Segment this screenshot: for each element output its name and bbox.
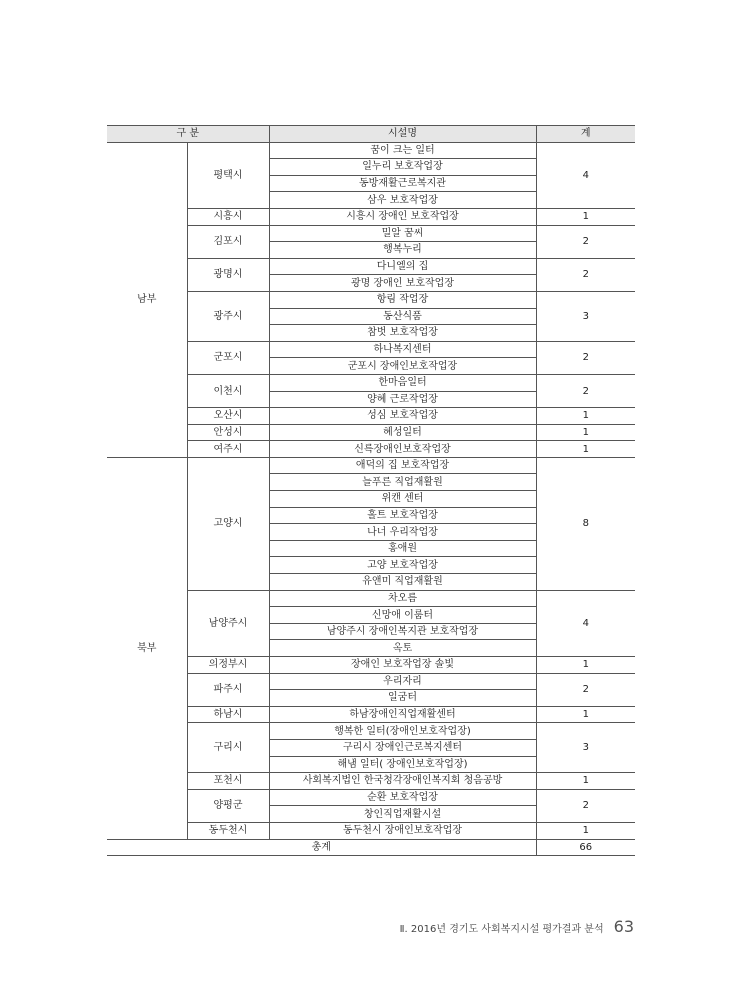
facility-cell: 시흥시 장애인 보호작업장 bbox=[269, 208, 536, 225]
city-cell: 남양주시 bbox=[187, 590, 269, 656]
facility-cell: 유앤미 직업재활원 bbox=[269, 574, 536, 591]
page-number: 63 bbox=[613, 917, 634, 936]
region-cell: 북부 bbox=[107, 457, 187, 839]
table-row bbox=[107, 590, 635, 607]
facility-cell: 구리시 장애인근로복지센터 bbox=[269, 739, 536, 756]
count-cell: 1 bbox=[536, 773, 635, 790]
facility-cell: 사회복지법인 한국청각장애인복지회 청음공방 bbox=[269, 773, 536, 790]
facility-cell: 혜성일터 bbox=[269, 424, 536, 441]
table-row bbox=[107, 657, 635, 674]
facility-cell: 꿈이 크는 일터 bbox=[269, 142, 536, 159]
page-footer bbox=[400, 917, 634, 936]
table-row bbox=[107, 374, 635, 391]
count-cell: 1 bbox=[536, 822, 635, 839]
table-row bbox=[107, 723, 635, 740]
facility-cell: 해냄 일터( 장애인보호작업장) bbox=[269, 756, 536, 773]
facility-cell: 동산식품 bbox=[269, 308, 536, 325]
facility-cell: 옥토 bbox=[269, 640, 536, 657]
count-cell: 2 bbox=[536, 258, 635, 291]
table-row bbox=[107, 291, 635, 308]
city-cell: 양평군 bbox=[187, 789, 269, 822]
facility-cell: 행복누리 bbox=[269, 242, 536, 259]
city-cell: 광명시 bbox=[187, 258, 269, 291]
facility-cell: 애덕의 집 보호작업장 bbox=[269, 457, 536, 474]
region-cell: 남부 bbox=[107, 142, 187, 457]
facility-table bbox=[107, 125, 635, 856]
table-row bbox=[107, 673, 635, 690]
footer-chapter-title: Ⅱ. 2016년 경기도 사회복지시설 평가결과 분석 bbox=[399, 924, 604, 935]
facility-cell: 우리자리 bbox=[269, 673, 536, 690]
city-cell: 고양시 bbox=[187, 457, 269, 590]
facility-cell: 삼우 보호작업장 bbox=[269, 192, 536, 209]
facility-cell: 참벗 보호작업장 bbox=[269, 325, 536, 342]
total-value: 66 bbox=[536, 839, 635, 856]
facility-cell: 군포시 장애인보호작업장 bbox=[269, 358, 536, 375]
table-row bbox=[107, 706, 635, 723]
facility-cell: 성심 보호작업장 bbox=[269, 408, 536, 425]
facility-cell: 일누리 보호작업장 bbox=[269, 159, 536, 176]
facility-cell: 고양 보호작업장 bbox=[269, 557, 536, 574]
count-cell: 3 bbox=[536, 723, 635, 773]
facility-cell: 광명 장애인 보호작업장 bbox=[269, 275, 536, 292]
city-cell: 안성시 bbox=[187, 424, 269, 441]
table-row bbox=[107, 208, 635, 225]
table-row bbox=[107, 225, 635, 242]
header-category: 구 분 bbox=[107, 126, 269, 143]
count-cell: 1 bbox=[536, 408, 635, 425]
facility-cell: 밀알 꿈씨 bbox=[269, 225, 536, 242]
facility-cell: 동두천시 장애인보호작업장 bbox=[269, 822, 536, 839]
table-row bbox=[107, 773, 635, 790]
count-cell: 2 bbox=[536, 374, 635, 407]
city-cell: 동두천시 bbox=[187, 822, 269, 839]
facility-cell: 순환 보호작업장 bbox=[269, 789, 536, 806]
count-cell: 4 bbox=[536, 590, 635, 656]
count-cell: 1 bbox=[536, 424, 635, 441]
facility-cell: 양혜 근로작업장 bbox=[269, 391, 536, 408]
city-cell: 오산시 bbox=[187, 408, 269, 425]
table-row bbox=[107, 789, 635, 806]
facility-cell: 하남장애인직업재활센터 bbox=[269, 706, 536, 723]
table-row bbox=[107, 408, 635, 425]
count-cell: 1 bbox=[536, 706, 635, 723]
facility-cell: 위캔 센터 bbox=[269, 491, 536, 508]
facility-cell: 항림 작업장 bbox=[269, 291, 536, 308]
facility-cell: 일굼터 bbox=[269, 690, 536, 707]
city-cell: 여주시 bbox=[187, 441, 269, 458]
total-row bbox=[107, 839, 635, 856]
table-header-row bbox=[107, 126, 635, 143]
city-cell: 평택시 bbox=[187, 142, 269, 208]
count-cell: 1 bbox=[536, 441, 635, 458]
header-count: 계 bbox=[536, 126, 635, 143]
count-cell: 8 bbox=[536, 457, 635, 590]
city-cell: 군포시 bbox=[187, 341, 269, 374]
count-cell: 2 bbox=[536, 225, 635, 258]
city-cell: 이천시 bbox=[187, 374, 269, 407]
facility-cell: 장애인 보호작업장 솔빛 bbox=[269, 657, 536, 674]
city-cell: 파주시 bbox=[187, 673, 269, 706]
facility-cell: 다니엘의 집 bbox=[269, 258, 536, 275]
facility-cell: 행복한 일터(장애인보호작업장) bbox=[269, 723, 536, 740]
table-row bbox=[107, 258, 635, 275]
facility-cell: 남양주시 장애인복지관 보호작업장 bbox=[269, 623, 536, 640]
city-cell: 의정부시 bbox=[187, 657, 269, 674]
table-row bbox=[107, 457, 635, 474]
table-body bbox=[107, 142, 635, 856]
city-cell: 시흥시 bbox=[187, 208, 269, 225]
facility-cell: 차오름 bbox=[269, 590, 536, 607]
header-facility: 시설명 bbox=[269, 126, 536, 143]
table-row bbox=[107, 424, 635, 441]
city-cell: 김포시 bbox=[187, 225, 269, 258]
facility-cell: 신륵장애인보호작업장 bbox=[269, 441, 536, 458]
facility-cell: 창인직업재활시설 bbox=[269, 806, 536, 823]
facility-cell: 한마음일터 bbox=[269, 374, 536, 391]
count-cell: 1 bbox=[536, 657, 635, 674]
facility-cell: 하나복지센터 bbox=[269, 341, 536, 358]
table-row bbox=[107, 142, 635, 159]
count-cell: 2 bbox=[536, 341, 635, 374]
facility-cell: 늘푸른 직업재활원 bbox=[269, 474, 536, 491]
city-cell: 구리시 bbox=[187, 723, 269, 773]
count-cell: 3 bbox=[536, 291, 635, 341]
count-cell: 1 bbox=[536, 208, 635, 225]
count-cell: 2 bbox=[536, 789, 635, 822]
total-label: 총계 bbox=[107, 839, 536, 856]
table-row bbox=[107, 341, 635, 358]
facility-cell: 나너 우리작업장 bbox=[269, 524, 536, 541]
facility-cell: 홍애원 bbox=[269, 540, 536, 557]
count-cell: 2 bbox=[536, 673, 635, 706]
facility-cell: 동방재활근로복지관 bbox=[269, 175, 536, 192]
count-cell: 4 bbox=[536, 142, 635, 208]
table-row bbox=[107, 822, 635, 839]
facility-cell: 신망애 이룸터 bbox=[269, 607, 536, 624]
city-cell: 포천시 bbox=[187, 773, 269, 790]
facility-cell: 홀트 보호작업장 bbox=[269, 507, 536, 524]
city-cell: 하남시 bbox=[187, 706, 269, 723]
table-row bbox=[107, 441, 635, 458]
city-cell: 광주시 bbox=[187, 291, 269, 341]
